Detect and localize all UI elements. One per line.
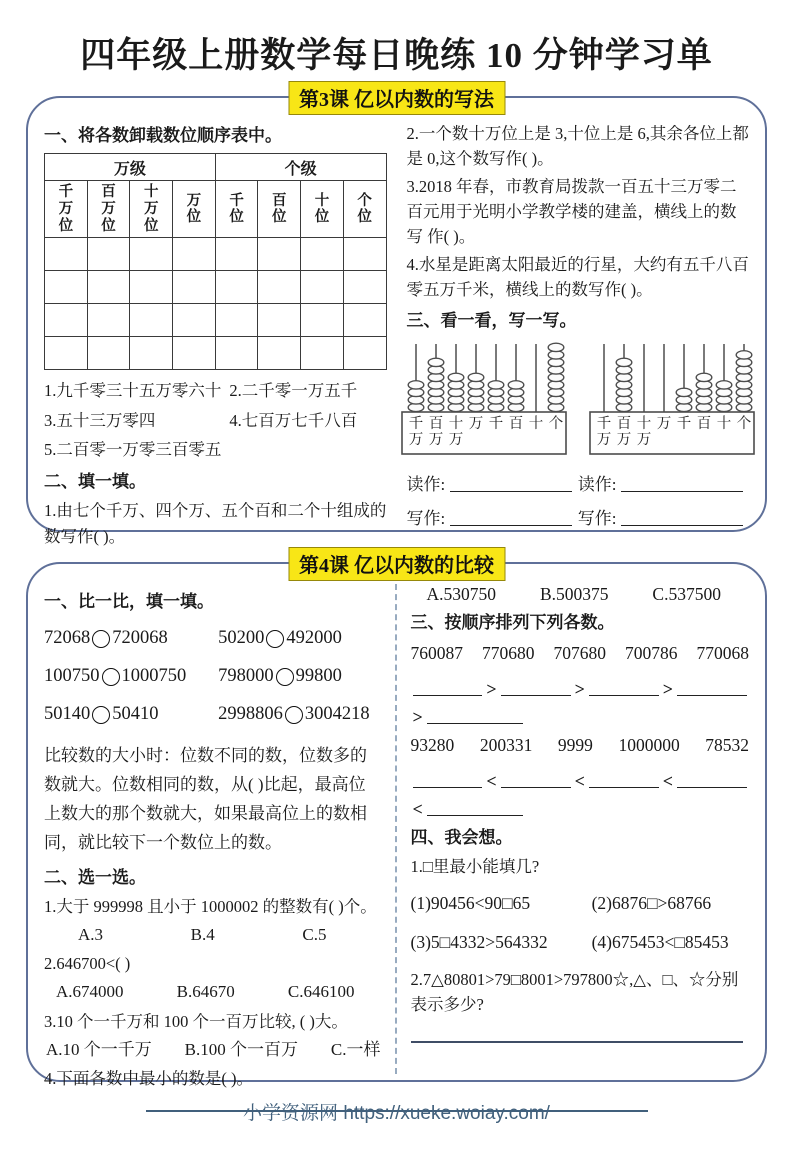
order-separator: < <box>486 771 497 792</box>
table-empty-cell <box>130 238 173 271</box>
col-header <box>45 181 88 238</box>
choice-option: B.64670 <box>176 982 235 1002</box>
compare-pair <box>218 628 382 649</box>
number-word-row <box>44 376 387 405</box>
choice-options-row <box>44 979 383 1005</box>
number-item: 78532 <box>705 735 749 756</box>
table-empty-row <box>45 238 387 271</box>
col-header <box>343 181 386 238</box>
page-title: 四年级上册数学每日晚练 10 分钟学习单 <box>80 36 713 75</box>
fill-question-3: 3.2018 年春，市教育局拨款一百五十三万零二百元用于光明小学教学楼的建盖，横线上的数写 作( )。 <box>406 177 737 247</box>
table-empty-cell <box>343 238 386 271</box>
table-empty-cell <box>301 238 344 271</box>
lesson3-q2-title: 二、填一填。 <box>44 472 146 492</box>
number-item: 770068 <box>696 643 749 664</box>
table-empty-cell <box>173 238 216 271</box>
compare-right-number: 492000 <box>286 628 342 649</box>
svg-text:十: 十 <box>716 415 731 432</box>
col-label: 百位 <box>272 192 287 226</box>
number-word-item: 1.九千零三十五万零六十 <box>44 381 222 401</box>
order-blank <box>427 797 523 816</box>
svg-text:万: 万 <box>408 431 423 448</box>
fill-question-4: 4.水星是距离太阳最近的行星，大约有五千八百零五万千米，横线上的数写作( )。 <box>406 255 749 300</box>
svg-text:千: 千 <box>676 415 691 432</box>
write-as-label: 写作: <box>577 508 617 528</box>
choice-options-row <box>44 1037 383 1063</box>
table-empty-cell <box>87 271 130 304</box>
lesson4-badge: 第4课 亿以内数的比较 <box>288 547 505 581</box>
svg-text:万: 万 <box>448 431 463 448</box>
abacus-figure <box>400 340 568 461</box>
svg-text:万: 万 <box>656 415 671 432</box>
svg-text:千: 千 <box>408 415 423 432</box>
inequality-item: (1)90456<90□65 <box>410 893 531 914</box>
order-blank <box>677 769 747 788</box>
choice-question: 4.下面各数中最小的数是( )。 <box>44 1069 253 1089</box>
read-as-label: 读作: <box>406 474 446 494</box>
col-header <box>173 181 216 238</box>
compare-right-number: 99800 <box>295 666 342 687</box>
choice-question: 2.646700<( ) <box>44 954 131 974</box>
svg-text:百: 百 <box>508 415 523 432</box>
choice-options-row-q4 <box>411 584 750 605</box>
svg-text:十: 十 <box>448 415 463 432</box>
col-label: 千万位 <box>58 184 74 234</box>
strike-line <box>146 1110 648 1112</box>
svg-text:百: 百 <box>616 415 631 432</box>
order-blank <box>413 677 483 696</box>
lesson3-card <box>26 89 767 546</box>
compare-right-number: 1000750 <box>121 666 187 687</box>
inequality-item: (4)675453<□85453 <box>591 931 729 952</box>
place-value-table <box>44 153 387 370</box>
table-empty-cell <box>215 304 258 337</box>
group-geji: 个级 <box>215 154 386 181</box>
table-empty-cell <box>215 271 258 304</box>
choice-option: B.500375 <box>539 584 609 604</box>
choice-option: B.4 <box>190 925 215 945</box>
choice-question: 1.大于 999998 且小于 1000002 的整数有( )个。 <box>44 896 377 916</box>
table-empty-cell <box>301 337 344 370</box>
ordering-line <box>411 762 750 792</box>
col-label: 千位 <box>229 192 244 226</box>
group-wanji: 万级 <box>45 154 216 181</box>
compare-left-number: 100750 <box>44 666 100 687</box>
abacus-figure <box>588 340 756 461</box>
choice-option: A.674000 <box>56 982 124 1002</box>
comparison-circle <box>276 668 294 686</box>
compare-row <box>44 628 383 649</box>
table-empty-cell <box>215 337 258 370</box>
lesson4-q2-title: 二、选一选。 <box>44 867 146 887</box>
comparison-circle <box>92 706 110 724</box>
inequality-pair-row <box>411 890 750 917</box>
col-header <box>258 181 301 238</box>
abacus-svg <box>588 340 756 456</box>
table-empty-cell <box>173 304 216 337</box>
fill-question-2: 2.一个数十万位上是 3,十位上是 6,其余各位上都是 0,这个数写作( )。 <box>406 124 749 169</box>
number-word-items <box>44 376 387 464</box>
table-empty-cell <box>130 271 173 304</box>
lesson4-columns <box>44 584 749 1089</box>
table-empty-cell <box>343 337 386 370</box>
table-empty-cell <box>173 337 216 370</box>
compare-left-number: 2998806 <box>218 704 283 725</box>
number-word-item: 4.七百万七千八百 <box>229 410 358 430</box>
svg-text:个: 个 <box>548 415 563 432</box>
table-empty-cell <box>343 304 386 337</box>
order-blank <box>589 677 659 696</box>
inequality-item: (2)6876□>68766 <box>591 893 712 914</box>
col-header <box>87 181 130 238</box>
number-word-item: 5.二百零一万零三百零五 <box>44 439 222 459</box>
comparison-circle <box>266 630 284 648</box>
col-label: 十万位 <box>143 184 159 234</box>
order-separator: > <box>486 679 497 700</box>
svg-text:万: 万 <box>596 431 611 448</box>
lesson4-card <box>26 555 767 1089</box>
lesson3-left-column <box>44 118 397 546</box>
table-group-row <box>45 154 387 181</box>
answer-blank <box>621 508 743 526</box>
comparison-circle <box>102 668 120 686</box>
inequality-item: (3)5□4332>564332 <box>410 931 548 952</box>
table-empty-cell <box>258 238 301 271</box>
lesson3-badge: 第3课 亿以内数的写法 <box>288 81 505 115</box>
compare-right-number: 50410 <box>112 704 159 725</box>
lesson3-right-column <box>397 118 751 528</box>
q4-prompt: 1.□里最小能填几? <box>410 857 540 877</box>
compare-left-number: 798000 <box>218 666 274 687</box>
order-blank <box>413 769 483 788</box>
order-blank <box>427 705 523 724</box>
comparison-circle <box>285 706 303 724</box>
svg-text:万: 万 <box>468 415 483 432</box>
compare-row <box>44 704 383 725</box>
svg-text:千: 千 <box>596 415 611 432</box>
lesson3-columns <box>44 118 751 546</box>
svg-text:十: 十 <box>636 415 651 432</box>
table-empty-cell <box>173 271 216 304</box>
order-separator: > <box>662 679 674 700</box>
table-empty-cell <box>45 238 88 271</box>
col-header <box>215 181 258 238</box>
number-item: 200331 <box>479 735 533 756</box>
ordering-line-continued <box>411 702 750 728</box>
compare-left-number: 72068 <box>44 628 91 649</box>
lesson4-q1-title: 一、比一比，填一填。 <box>44 592 214 611</box>
number-word-row <box>44 435 387 464</box>
choice-questions <box>44 894 383 1091</box>
col-header <box>130 181 173 238</box>
compare-pair <box>44 704 218 725</box>
footer-text: 小学资源网 https://xueke.woiay.com/ <box>243 1103 550 1124</box>
table-empty-cell <box>45 271 88 304</box>
order-blank <box>501 677 571 696</box>
abacus-svg <box>400 340 568 456</box>
table-empty-cell <box>87 337 130 370</box>
choice-option: B.100 个一百万 <box>184 1039 299 1059</box>
worksheet-page <box>0 28 793 1150</box>
compare-rows <box>44 628 383 725</box>
comparison-rule-note: 比较数的大小时：位数不同的数，位数多的数就大。位数相同的数，从( )比起，最高位上数大的那个数就大，如果最高位上的数相同，就比较下一个数位上的数。 <box>44 746 367 852</box>
number-item: 770680 <box>482 643 535 664</box>
compare-pair <box>218 666 382 687</box>
compare-right-number: 3004218 <box>304 704 370 725</box>
lesson4-left-column <box>44 584 395 1089</box>
order-separator: < <box>662 771 674 792</box>
table-empty-row <box>45 304 387 337</box>
compare-pair <box>44 628 218 649</box>
svg-text:万: 万 <box>616 431 631 448</box>
svg-text:百: 百 <box>696 415 711 432</box>
number-word-item: 3.五十三万零四 <box>44 410 156 430</box>
table-empty-cell <box>130 337 173 370</box>
lesson4-q4-title: 四、我会想。 <box>410 828 513 848</box>
ordering-line <box>411 670 750 700</box>
table-empty-cell <box>215 238 258 271</box>
fill-question-1: 1.由七个千万、四个万、五个百和二个十组成的数写作( )。 <box>44 501 387 546</box>
number-item: 93280 <box>410 735 455 756</box>
choice-option: A.530750 <box>426 584 497 604</box>
order-blank <box>589 769 659 788</box>
watermark-footer <box>162 1098 632 1125</box>
q4-symbols-question: 2.7△80801>79□8001>797800☆,△、□、☆分别表示多少? <box>410 969 739 1014</box>
svg-text:万: 万 <box>428 431 443 448</box>
table-empty-cell <box>258 271 301 304</box>
number-item: 9999 <box>557 735 593 756</box>
number-word-item: 2.二千零一万五千 <box>229 381 358 401</box>
answer-blank <box>450 508 572 526</box>
comparison-circle <box>92 630 110 648</box>
order-separator: > <box>574 679 585 700</box>
answer-blank <box>621 474 743 492</box>
order-separator: < <box>412 799 423 820</box>
compare-left-number: 50200 <box>218 628 265 649</box>
table-header-row <box>45 181 387 238</box>
order-separator: > <box>412 707 423 728</box>
svg-text:百: 百 <box>428 415 443 432</box>
order-separator: < <box>574 771 585 792</box>
table-empty-row <box>45 271 387 304</box>
compare-left-number: 50140 <box>44 704 91 725</box>
table-empty-cell <box>343 271 386 304</box>
lesson4-q3-title: 三、按顺序排列下列各数。 <box>410 613 615 632</box>
read-as-label: 读作: <box>577 474 617 494</box>
table-empty-cell <box>301 271 344 304</box>
compare-pair <box>44 666 218 687</box>
lesson3-q3-title: 三、看一看，写一写。 <box>406 310 577 330</box>
number-item: 1000000 <box>618 735 680 756</box>
svg-text:万: 万 <box>636 431 651 448</box>
number-item: 700786 <box>625 643 678 664</box>
number-word-row <box>44 406 387 435</box>
table-empty-cell <box>45 337 88 370</box>
choice-option: A.3 <box>78 925 104 945</box>
table-empty-cell <box>258 304 301 337</box>
table-empty-cell <box>301 304 344 337</box>
table-empty-cell <box>258 337 301 370</box>
lesson3-q1-title: 一、将各数卸载数位顺序表中。 <box>44 126 282 145</box>
number-item: 707680 <box>553 643 606 664</box>
write-as-row <box>407 504 750 529</box>
table-empty-cell <box>87 238 130 271</box>
ordering-block <box>411 643 750 820</box>
col-label: 十位 <box>314 192 330 226</box>
order-blank <box>501 769 571 788</box>
compare-pair <box>218 704 382 725</box>
number-item: 760087 <box>410 643 463 664</box>
table-empty-cell <box>87 304 130 337</box>
answer-blank <box>450 474 572 492</box>
col-label: 百万位 <box>101 184 116 234</box>
order-blank <box>677 677 747 696</box>
answer-line <box>411 1041 744 1043</box>
svg-text:个: 个 <box>736 415 751 432</box>
write-as-label: 写作: <box>406 508 446 528</box>
compare-right-number: 720068 <box>112 628 168 649</box>
table-empty-cell <box>130 304 173 337</box>
col-label: 个位 <box>357 192 372 226</box>
number-list-row <box>411 643 750 664</box>
compare-row <box>44 666 383 687</box>
col-label: 万位 <box>186 192 202 226</box>
inequality-pair-row <box>411 929 750 956</box>
table-empty-row <box>45 337 387 370</box>
number-list-row <box>411 735 750 756</box>
choice-option: C.537500 <box>652 584 721 604</box>
choice-option: A.10 个一千万 <box>46 1039 152 1059</box>
abacus-strip <box>407 340 750 461</box>
col-header <box>301 181 344 238</box>
svg-text:千: 千 <box>488 415 503 432</box>
choice-option: C.一样 <box>330 1039 381 1059</box>
ordering-line-continued <box>411 794 750 820</box>
lesson4-right-column <box>395 584 750 1074</box>
choice-question: 3.10 个一千万和 100 个一百万比较, ( )大。 <box>44 1011 348 1031</box>
choice-option: C.5 <box>302 925 327 945</box>
table-empty-cell <box>45 304 88 337</box>
svg-text:十: 十 <box>528 415 543 432</box>
choice-option: C.646100 <box>287 982 355 1002</box>
read-as-row <box>407 470 750 495</box>
q4-inequality-pairs <box>411 890 750 955</box>
choice-options-row <box>44 922 383 948</box>
